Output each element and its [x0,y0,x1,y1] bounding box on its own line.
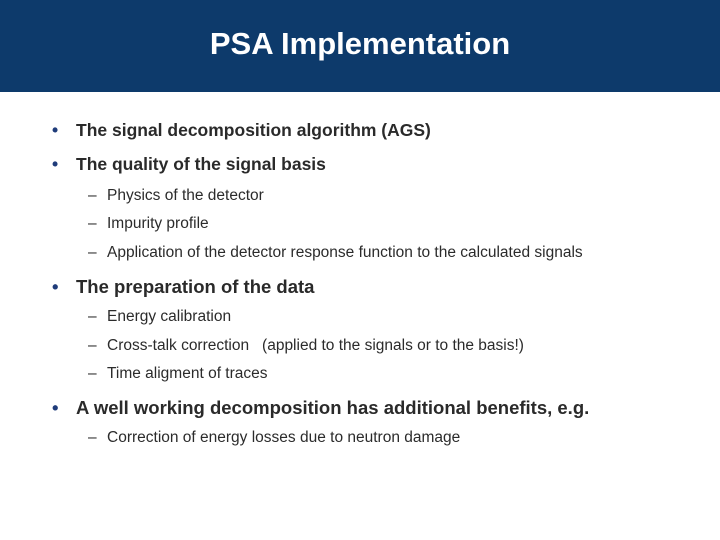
bullet-text: The preparation of the data [76,276,315,297]
sub-item-text: Correction of energy losses due to neutron damage [107,429,461,446]
bullet-item [52,154,326,175]
slide-title: PSA Implementation [209,26,511,61]
sub-item [88,244,583,262]
sub-item [88,337,524,355]
sub-item [88,308,231,326]
bullet-icon: • [52,120,59,140]
bullet-icon: • [52,276,59,297]
sub-item-text: Cross-talk correction (applied to the signals or to the basis!) [107,337,524,354]
bullet-text: The signal decomposition algorithm (AGS) [76,120,431,140]
sub-item [88,187,264,205]
bullet-text: A well working decomposition has additional benefits, e.g. [76,397,590,418]
bullet-item [52,120,431,141]
dash-icon: – [88,215,97,232]
dash-icon: – [88,365,97,382]
bullet-item [52,276,314,298]
sub-item-text: Time aligment of traces [107,365,268,382]
bullet-icon: • [52,397,59,418]
sub-item [88,429,460,447]
sub-item-text: Impurity profile [107,215,209,232]
dash-icon: – [88,187,97,204]
dash-icon: – [88,337,97,354]
sub-item-text: Physics of the detector [107,187,264,204]
sub-item [88,215,209,233]
sub-item-text: Energy calibration [107,308,232,325]
bullet-text: The quality of the signal basis [76,154,326,174]
bullet-item [52,397,589,419]
dash-icon: – [88,308,97,325]
sub-item [88,365,268,383]
dash-icon: – [88,429,97,446]
sub-item-text: Application of the detector response function to the calculated signals [107,244,583,261]
dash-icon: – [88,244,97,261]
bullet-icon: • [52,154,59,174]
